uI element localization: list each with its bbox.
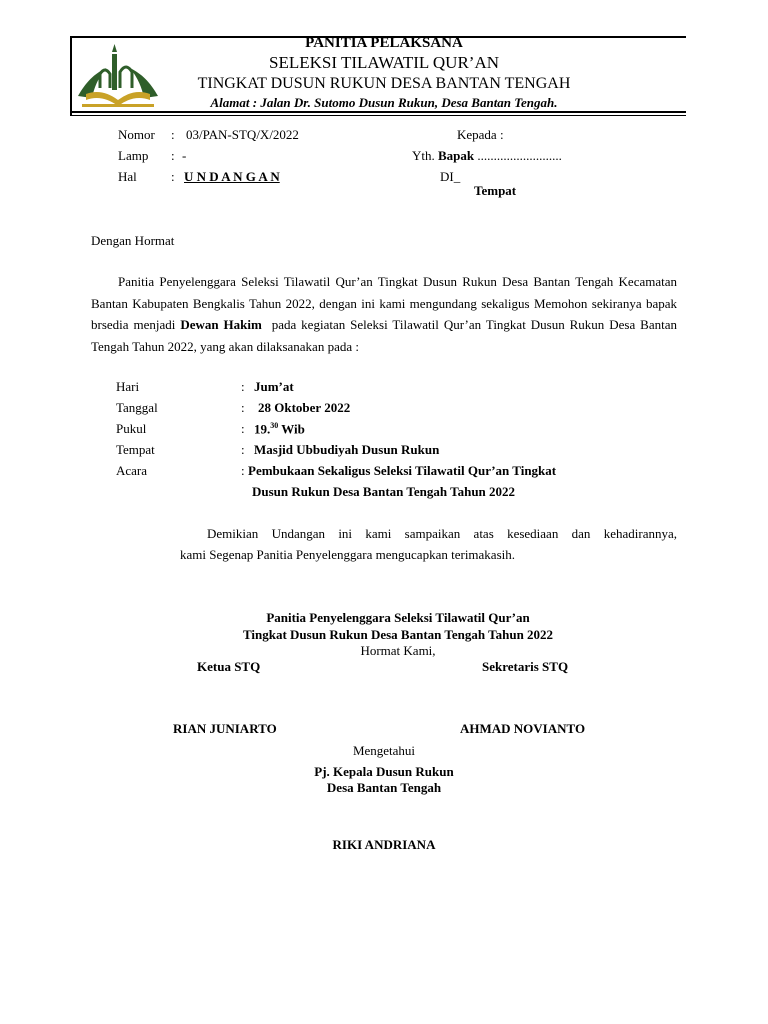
sig-hormat: Hormat Kami, [360, 643, 436, 658]
salutation: Dengan Hormat [91, 233, 175, 248]
sig-sekretaris-title: Sekretaris STQ [482, 659, 569, 674]
detail-sep-tempat: : [241, 442, 245, 457]
detail-value-tempat: Masjid Ubbudiyah Dusun Rukun [254, 442, 440, 457]
detail-label-tanggal: Tanggal [116, 400, 158, 415]
detail-value-pukul [254, 421, 305, 437]
pukul-suffix: Wib [281, 421, 305, 437]
letterhead-line1: PANITIA PELAKSANA [305, 35, 463, 51]
pukul-minutes: 30 [270, 421, 279, 430]
detail-value-hari: Jum’at [254, 379, 294, 394]
letterhead-bottom-thin-line [70, 115, 686, 116]
nomor-value: 03/PAN-STQ/X/2022 [186, 127, 299, 142]
yth: Yth. [412, 148, 435, 163]
kepada: Kepada : [457, 127, 504, 142]
closing-line2: kami Segenap Panitia Penyelenggara mengucapkan terimakasih. [180, 547, 515, 562]
stq-logo-icon [72, 38, 164, 112]
sig-kepala-name: RIKI ANDRIANA [332, 837, 436, 852]
pukul-hour: 19. [254, 421, 271, 437]
sig-mengetahui: Mengetahui [352, 743, 416, 758]
recipient-line [412, 148, 562, 164]
lamp-sep: : [171, 148, 175, 163]
tempat-label: Tempat [474, 183, 517, 198]
detail-value-tanggal: 28 Oktober 2022 [258, 400, 351, 415]
nomor-sep: : [171, 127, 175, 142]
closing-line1: Demikian Undangan ini kami sampaikan atas kesediaan dan kehadirannya, [207, 526, 677, 541]
sig-ketua-title: Ketua STQ [197, 659, 261, 674]
body-paragraph [91, 271, 677, 357]
hal-sep: : [171, 169, 175, 184]
body-text-a: Panitia Penyelenggara Seleksi Tilawatil Qur’an Tingkat Dusun Rukun Desa Bantan Tengah Kecamatan Bantan Kabupaten Bengkalis Tahun 2022, dengan ini kami mengundang sekaligus Memohon sekiranya bapak brsedia menjadi [91, 274, 677, 333]
detail-label-hari: Hari [116, 379, 140, 394]
dewan-hakim: Dewan Hakim [180, 317, 262, 333]
nomor-label: Nomor [118, 127, 155, 142]
sig-org-line1: Panitia Penyelenggara Seleksi Tilawatil Qur’an [266, 610, 530, 625]
sig-ketua-name: RIAN JUNIARTO [173, 721, 277, 736]
hal-label: Hal [118, 169, 137, 184]
detail-label-tempat: Tempat [116, 442, 155, 457]
detail-sep-tanggal: : [241, 400, 245, 415]
detail-value-acara-line2: Dusun Rukun Desa Bantan Tengah Tahun 2022 [252, 484, 516, 499]
sig-kepala-line2: Desa Bantan Tengah [326, 780, 442, 795]
detail-label-pukul: Pukul [116, 421, 147, 436]
lamp-value: - [182, 148, 187, 163]
bapak: Bapak [438, 148, 475, 163]
detail-sep-acara: : [241, 463, 245, 478]
detail-sep-hari: : [241, 379, 245, 394]
letterhead-line2: SELEKSI TILAWATIL QUR’AN [269, 53, 499, 72]
di: DI_ [440, 169, 461, 184]
recipient-dots: .......................... [477, 148, 562, 163]
letterhead-line3: TINGKAT DUSUN RUKUN DESA BANTAN TENGAH [197, 75, 571, 92]
sig-org-line2: Tingkat Dusun Rukun Desa Bantan Tengah Tahun 2022 [242, 627, 554, 642]
detail-label-acara: Acara [116, 463, 148, 478]
detail-value-acara: Pembukaan Sekaligus Seleksi Tilawatil Qur’an Tingkat [248, 463, 557, 478]
lamp-label: Lamp [118, 148, 149, 163]
body-text-b: pada kegiatan Seleksi Tilawatil Qur’an Tingkat Dusun Rukun Desa Bantan Tengah Tahun 2022, yang akan dilaksanakan pada : [91, 317, 678, 354]
sig-sekretaris-name: AHMAD NOVIANTO [460, 721, 586, 736]
sig-kepala-line1: Pj. Kepala Dusun Rukun [314, 764, 454, 779]
letterhead-address: Alamat : Jalan Dr. Sutomo Dusun Rukun, Desa Bantan Tengah. [210, 95, 558, 110]
detail-sep-pukul: : [241, 421, 245, 436]
hal-value: U N D A N G A N [184, 169, 280, 184]
